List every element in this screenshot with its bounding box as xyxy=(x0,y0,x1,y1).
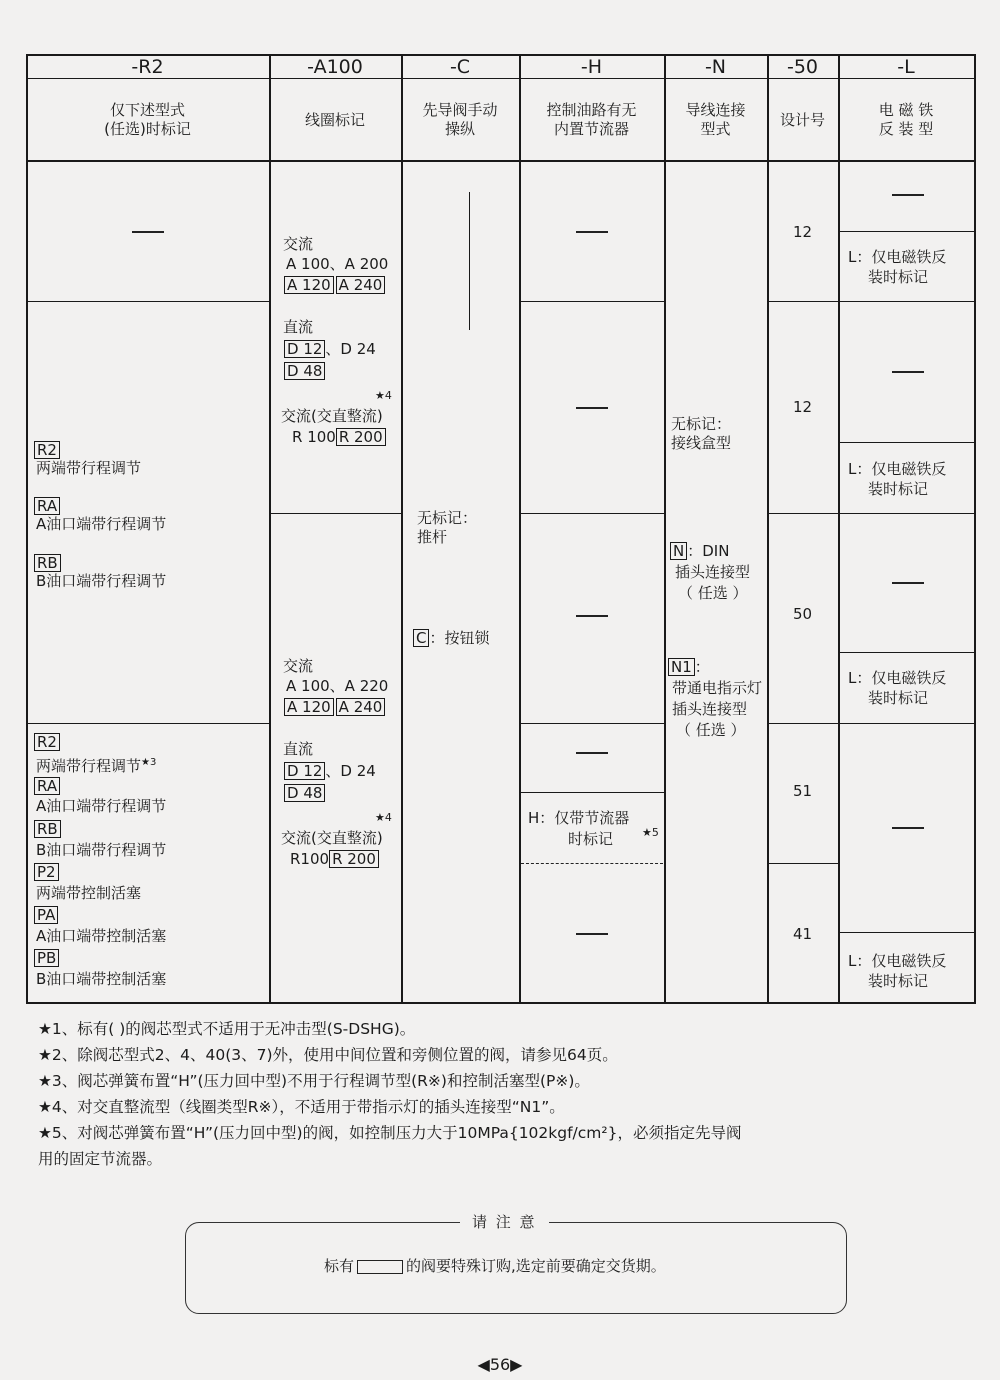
din-option-l2: 插头连接型 xyxy=(675,563,751,581)
ra-option: RA xyxy=(34,496,60,516)
coil-ac-special: A 120 A 240 xyxy=(284,697,385,717)
design-number: 51 xyxy=(792,782,813,800)
empty-dash xyxy=(576,231,608,233)
notice-text: 标有 的阀要特殊订购,选定前要确定交货期。 xyxy=(324,1257,666,1275)
push-rod-label: 推杆 xyxy=(417,528,448,546)
throttle-note-2: 时标记 xyxy=(568,830,614,848)
pb-option: PB xyxy=(34,948,59,968)
empty-dash xyxy=(892,371,924,373)
pb-option-label: B油口端带控制活塞 xyxy=(36,970,167,988)
ra-option-label: A油口端带行程调节 xyxy=(36,797,167,815)
reverse-mount-note: L：仅电磁铁反 xyxy=(848,460,947,478)
star-4: ★4 xyxy=(375,389,392,402)
rb-option: RB xyxy=(34,819,61,839)
empty-dash xyxy=(892,582,924,584)
header-title-c: 先导阀手动 操纵 xyxy=(422,101,498,138)
reverse-mount-note: L：仅电磁铁反 xyxy=(848,248,947,266)
coil-ac-label: 交流 xyxy=(283,235,314,253)
p2-option-label: 两端带控制活塞 xyxy=(36,884,142,902)
r2-option: R2 xyxy=(34,732,60,752)
footnote-5: ★5、对阀芯弹簧布置“H”(压力回中型)的阀，如控制压力大于10MPa{102kgf/cm²}，必须指定先导阀 xyxy=(38,1124,742,1142)
header-title-50: 设计号 xyxy=(779,111,825,129)
n1-option-l4: （ 任选 ） xyxy=(676,721,746,739)
empty-dash xyxy=(576,752,608,754)
coil-acr-values: R100 R 200 xyxy=(290,849,379,869)
header-title-h: 控制油路有无 内置节流器 xyxy=(546,101,637,138)
footnote-5-cont: 用的固定节流器。 xyxy=(38,1150,163,1168)
header-code-h: -H xyxy=(580,56,603,78)
r2-option-label: 两端带行程调节$^{★3}$ xyxy=(36,757,157,775)
coil-dc-label: 直流 xyxy=(283,740,314,758)
din-option-l3: （ 任选 ） xyxy=(678,584,748,602)
special-order-box xyxy=(357,1260,403,1274)
header-code-n: -N xyxy=(704,56,727,78)
din-option: N ：DIN xyxy=(670,541,729,561)
r2-option: R2 xyxy=(34,440,60,460)
no-mark-label: 无标记： xyxy=(671,415,732,433)
reverse-mount-note-2: 装时标记 xyxy=(868,480,929,498)
design-number: 41 xyxy=(792,925,813,943)
reverse-mount-note: L：仅电磁铁反 xyxy=(848,669,947,687)
header-code-l: -L xyxy=(897,56,915,78)
footnote-2: ★2、除阀芯型式2、4、40(3、7)外，使用中间位置和旁侧位置的阀，请参见64页。 xyxy=(38,1046,618,1064)
header-title-a100: 线圈标记 xyxy=(304,111,365,129)
empty-dash xyxy=(892,194,924,196)
n1-option-l3: 插头连接型 xyxy=(672,700,748,718)
star-5: ★5 xyxy=(642,826,659,839)
no-mark-label: 无标记： xyxy=(417,509,478,527)
coil-ac-values: A 100、A 220 xyxy=(286,677,389,695)
reverse-mount-note: L：仅电磁铁反 xyxy=(848,952,947,970)
coil-dc-label: 直流 xyxy=(283,318,314,336)
triangle-left-icon: ◀ xyxy=(477,1355,490,1374)
coil-ac-values: A 100、A 200 xyxy=(286,255,389,273)
rb-option-label: B油口端带行程调节 xyxy=(36,841,167,859)
pa-option: PA xyxy=(34,905,58,925)
pa-option-label: A油口端带控制活塞 xyxy=(36,927,167,945)
header-code-50: -50 xyxy=(786,56,819,78)
coil-dc-values: D 12 、D 24 xyxy=(284,761,376,781)
header-title-l: 电 磁 铁 反 装 型 xyxy=(878,101,934,138)
button-lock-option: C ：按钮锁 xyxy=(413,628,490,648)
n1-option-l2: 带通电指示灯 xyxy=(672,679,763,697)
star-4: ★4 xyxy=(375,811,392,824)
notice-title: 请 注 意 xyxy=(460,1211,549,1232)
reverse-mount-note-2: 装时标记 xyxy=(868,972,929,990)
coil-dc-values: D 12 、D 24 xyxy=(284,339,376,359)
page-number: ◀56▶ xyxy=(477,1355,523,1374)
coil-ac-special: A 120 A 240 xyxy=(284,275,385,295)
junction-box-type: 接线盒型 xyxy=(671,434,732,452)
empty-dash xyxy=(576,615,608,617)
empty-dash xyxy=(576,933,608,935)
ra-option-label: A油口端带行程调节 xyxy=(36,515,167,533)
coil-dc-special: D 48 xyxy=(284,361,325,381)
empty-dash xyxy=(132,231,164,233)
coil-acr-values: R 100 R 200 xyxy=(292,427,386,447)
coil-ac-label: 交流 xyxy=(283,657,314,675)
header-code-a100: -A100 xyxy=(307,56,363,78)
header-title-r2: 仅下述型式 (任选)时标记 xyxy=(104,101,191,138)
ra-option: RA xyxy=(34,776,60,796)
empty-dash xyxy=(892,827,924,829)
coil-acr-label: 交流(交直整流) xyxy=(281,829,383,847)
footnote-3: ★3、阀芯弹簧布置“H”(压力回中型)不用于行程调节型(R※)和控制活塞型(P※)。 xyxy=(38,1072,590,1090)
coil-acr-label: 交流(交直整流) xyxy=(281,407,383,425)
design-number: 50 xyxy=(792,605,813,623)
footnote-1: ★1、标有( )的阀芯型式不适用于无冲击型(S-DSHG)。 xyxy=(38,1020,416,1038)
header-code-r2: -R2 xyxy=(131,56,164,78)
triangle-right-icon: ▶ xyxy=(510,1355,523,1374)
footnote-4: ★4、对交直整流型（线圈类型R※），不适用于带指示灯的插头连接型“N1”。 xyxy=(38,1098,565,1116)
reverse-mount-note-2: 装时标记 xyxy=(868,689,929,707)
n1-option: N1 ： xyxy=(668,657,710,677)
header-title-n: 导线连接 型式 xyxy=(685,101,746,138)
rb-option: RB xyxy=(34,553,61,573)
vertical-mark xyxy=(469,192,470,330)
design-number: 12 xyxy=(792,398,813,416)
reverse-mount-note-2: 装时标记 xyxy=(868,268,929,286)
empty-dash xyxy=(576,407,608,409)
r2-option-label: 两端带行程调节 xyxy=(36,459,142,477)
p2-option: P2 xyxy=(34,862,59,882)
coil-dc-special: D 48 xyxy=(284,783,325,803)
design-number: 12 xyxy=(792,223,813,241)
throttle-note: H：仅带节流器 xyxy=(528,809,630,827)
header-code-c: -C xyxy=(449,56,471,78)
rb-option-label: B油口端带行程调节 xyxy=(36,572,167,590)
